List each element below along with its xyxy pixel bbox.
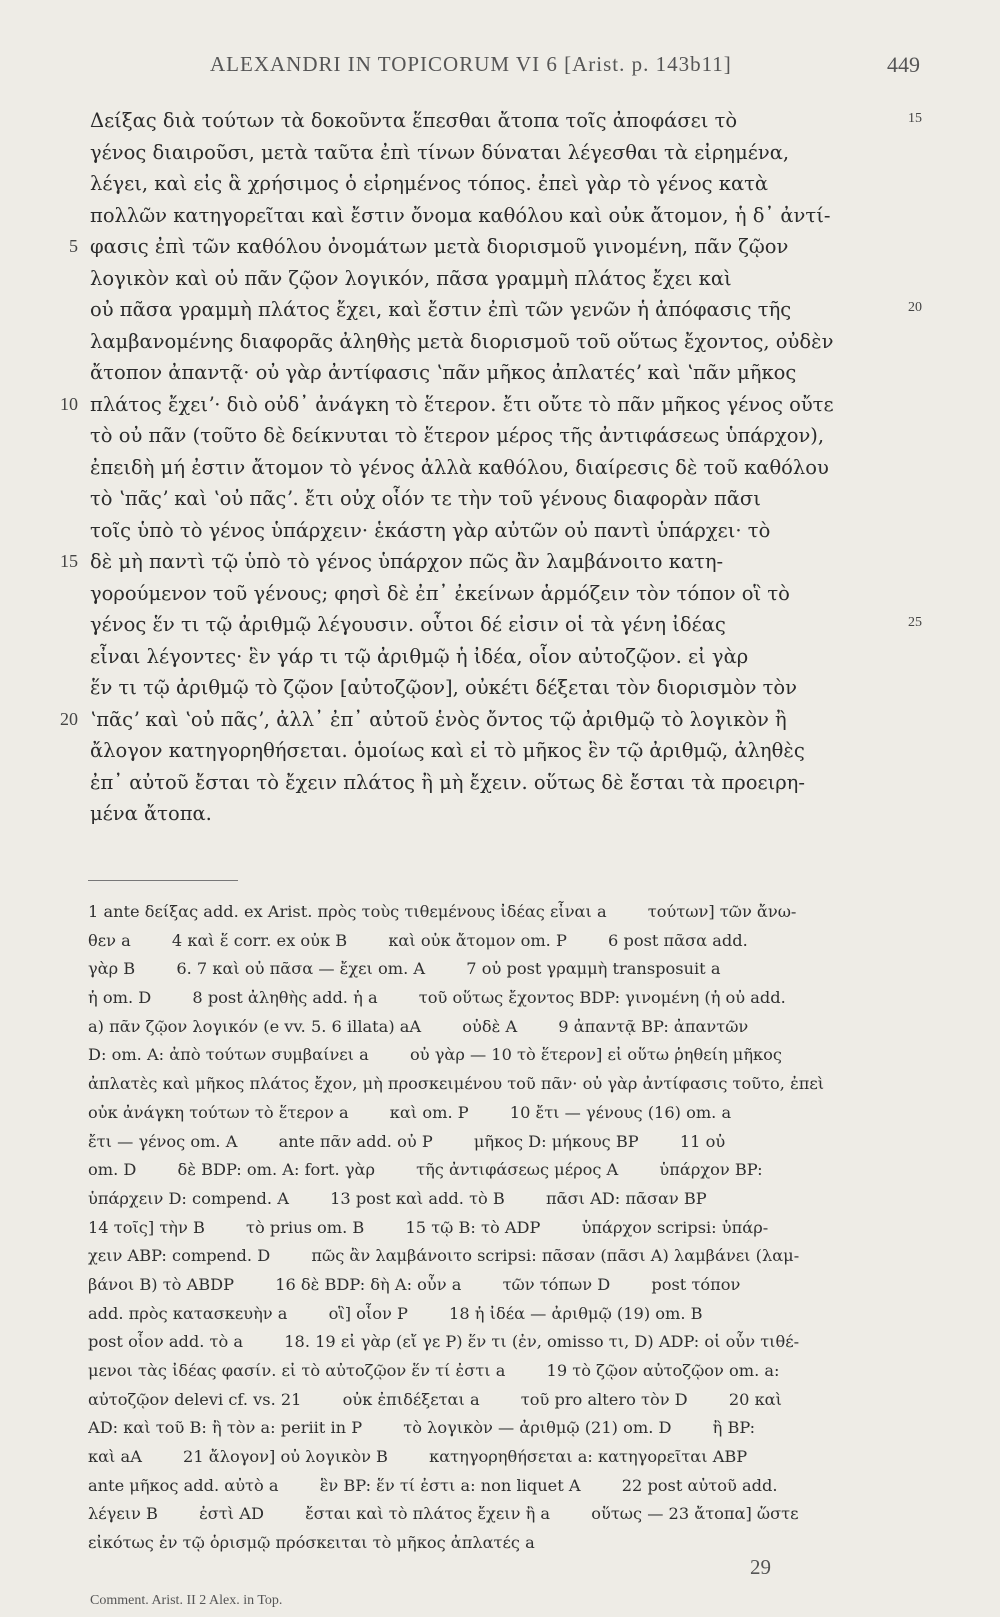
text-line <box>90 105 922 137</box>
text-line <box>90 672 890 704</box>
line-text: δὲ μὴ παντὶ τῷ ὑπὸ τὸ γένος ὑπάρχον πῶς ἂν λαμβάνοιτο κατη- <box>90 550 724 573</box>
line-text: ἕν τι τῷ ἀριθμῷ τὸ ζῷον [αὐτοζῷον], οὐκέτι δέξεται τὸν διορισμὸν τὸν <box>90 676 798 699</box>
apparatus-line: θεν a 4 καὶ ἕ corr. ex οὐκ B καὶ οὐκ ἄτομον om. P 6 post πᾶσα add. <box>88 930 748 950</box>
text-line <box>90 200 890 232</box>
apparatus-line: ὑπάρχειν D: compend. A 13 post καὶ add. τὸ B πᾶσι AD: πᾶσαν BP <box>88 1188 707 1208</box>
apparatus-line: D: om. A: ἀπὸ τούτων συμβαίνει a οὐ γὰρ — 10 τὸ ἕτερον] εἰ οὕτω ῥηθείη μῆκος <box>88 1045 782 1065</box>
apparatus-line: AD: καὶ τοῦ B: ἢ τὸν a: periit in P τὸ λογικὸν — ἀριθμῷ (21) om. D ἢ BP: <box>88 1418 756 1438</box>
text-line <box>90 641 890 673</box>
text-line <box>60 704 890 736</box>
apparatus-line: om. D δὲ BDP: om. A: fort. γὰρ τῆς ἀντιφάσεως μέρος A ὑπάρχον BP: <box>88 1160 763 1180</box>
line-text: φασις ἐπὶ τῶν καθόλου ὀνομάτων μετὰ διορισμοῦ γινομένη, πᾶν ζῷον <box>90 235 789 258</box>
line-text: Δείξας διὰ τούτων τὰ δοκοῦντα ἕπεσθαι ἄτοπα τοῖς ἀποφάσει τὸ <box>90 109 738 132</box>
line-number: 5 <box>69 236 78 256</box>
apparatus-line: χειν ABP: compend. D πῶς ἂν λαμβάνοιτο scripsi: πᾶσαν (πᾶσι A) λαμβάνει (λαμ- <box>88 1246 800 1266</box>
line-number: 15 <box>60 551 78 571</box>
text-line <box>90 263 890 295</box>
line-text: πλάτος ἔχειʼ· διὸ οὐδ᾽ ἀνάγκη τὸ ἕτερον. ἔτι οὔτε τὸ πᾶν μῆκος γένος οὔτε <box>90 392 834 416</box>
apparatus-line: 1 ante δείξας add. ex Arist. πρὸς τοὺς τιθεμένους ἰδέας εἶναι a τούτων] τῶν ἄνω- <box>88 902 797 921</box>
apparatus-line: οὐκ ἀνάγκη τούτων τὸ ἕτερον a καὶ om. P 10 ἔτι — γένους (16) om. a <box>88 1102 732 1122</box>
line-text: λέγει, καὶ εἰς ἃ χρήσιμος ὁ εἰρημένος τόπος. ἐπεὶ γὰρ τὸ γένος κατὰ <box>90 172 769 195</box>
apparatus-line: εἰκότως ἐν τῷ ὁρισμῷ πρόσκειται τὸ μῆκος ἀπλατές a <box>88 1533 535 1553</box>
apparatus-line: αὐτοζῷον delevi cf. vs. 21 οὐκ ἐπιδέξεται a τοῦ pro altero τὸν D 20 καὶ <box>88 1389 782 1409</box>
text-line <box>90 137 890 169</box>
source-line-number: 15 <box>908 111 922 126</box>
line-number: 10 <box>60 393 78 414</box>
apparatus-line: a) πᾶν ζῷον λογικόν (e vv. 5. 6 illata) aA οὐδὲ A 9 ἀπαντᾷ BP: ἀπαντῶν <box>88 1016 749 1036</box>
text-line <box>90 483 890 515</box>
line-text: εἶναι λέγοντες· ἓν γάρ τι τῷ ἀριθμῷ ἡ ἰδέα, οἷον αὐτοζῷον. εἰ γὰρ <box>90 644 749 668</box>
text-line <box>60 389 890 421</box>
apparatus-line: ἡ om. D 8 post ἀληθὴς add. ἡ a τοῦ οὕτως ἔχοντος BDP: γινομένη (ἡ οὐ add. <box>88 988 786 1008</box>
main-text-block <box>60 105 922 830</box>
text-line <box>90 578 890 610</box>
line-text: ἐπειδὴ μή ἐστιν ἄτομον τὸ γένος ἀλλὰ καθόλου, διαίρεσις δὲ τοῦ καθόλου <box>90 455 829 479</box>
apparatus-line: λέγειν B ἐστὶ AD ἔσται καὶ τὸ πλάτος ἔχειν ἢ a οὕτως — 23 ἄτοπα] ὥστε <box>88 1504 799 1524</box>
apparatus-line: ἔτι — γένος om. A ante πᾶν add. οὐ P μῆκος D: μήκους BP 11 οὐ <box>88 1131 726 1151</box>
line-text: τοῖς ὑπὸ τὸ γένος ὑπάρχειν· ἑκάστη γὰρ αὐτῶν οὐ παντὶ ὑπάρχει· τὸ <box>90 518 771 542</box>
apparatus-line: post οἷον add. τὸ a 18. 19 εἰ γὰρ (εἴ γε P) ἕν τι (ἐν, omisso τι, D) ADP: οἱ οὖν τιθέ- <box>88 1332 800 1352</box>
line-text: πολλῶν κατηγορεῖται καὶ ἔστιν ὄνομα καθόλου καὶ οὐκ ἄτομον, ἡ δ᾽ ἀντί- <box>90 203 831 227</box>
page-number: 449 <box>887 52 920 77</box>
signature-mark: 29 <box>750 1555 771 1579</box>
line-text: ἐπ᾽ αὐτοῦ ἔσται τὸ ἔχειν πλάτος ἢ μὴ ἔχειν. οὕτως δὲ ἔσται τὰ προειρη- <box>90 770 805 794</box>
source-line-number: 20 <box>908 300 922 315</box>
apparatus-line: καὶ aA 21 ἄλογον] οὐ λογικὸν B κατηγορηθήσεται a: κατηγορεῖται ABP <box>88 1447 748 1467</box>
footnote-divider <box>88 880 238 881</box>
text-line <box>90 420 890 452</box>
line-text: ἄτοπον ἀπαντᾷ· οὐ γὰρ ἀντίφασις ʽπᾶν μῆκος ἀπλατέςʼ καὶ ʽπᾶν μῆκος <box>90 361 797 384</box>
critical-apparatus <box>88 898 918 1558</box>
text-line <box>90 326 890 358</box>
text-line <box>90 609 922 641</box>
line-text: λογικὸν καὶ οὐ πᾶν ζῷον λογικόν, πᾶσα γραμμὴ πλάτος ἔχει καὶ <box>90 266 732 290</box>
line-number: 20 <box>60 708 78 729</box>
text-line <box>90 515 890 547</box>
apparatus-line: ante μῆκος add. αὐτὸ a ἓν BP: ἕν τί ἐστι a: non liquet A 22 post αὐτοῦ add. <box>88 1475 778 1495</box>
line-text: τὸ οὐ πᾶν (τοῦτο δὲ δείκνυται τὸ ἕτερον μέρος τῆς ἀντιφάσεως ὑπάρχον), <box>90 424 825 447</box>
apparatus-line: add. πρὸς κατασκευὴν a οἳ] οἷον P 18 ἡ ἰδέα — ἀριθμῷ (19) om. B <box>88 1303 703 1323</box>
line-text: μένα ἄτοπα. <box>90 802 212 825</box>
apparatus-line: 14 τοῖς] τὴν B τὸ prius om. B 15 τῷ B: τὸ ADP ὑπάρχον scripsi: ὑπάρ- <box>88 1217 769 1237</box>
page-header <box>210 52 920 92</box>
source-line-number: 25 <box>908 615 922 630</box>
text-line <box>90 735 890 767</box>
imprint: Comment. Arist. II 2 Alex. in Top. <box>90 1593 283 1608</box>
text-line <box>90 168 890 200</box>
apparatus-line: γὰρ B 6. 7 καὶ οὐ πᾶσα — ἔχει om. A 7 οὐ post γραμμὴ transposuit a <box>88 959 721 979</box>
line-text: ʽπᾶςʼ καὶ ʽοὐ πᾶςʼ, ἀλλ᾽ ἐπ᾽ αὐτοῦ ἑνὸς ὄντος τῷ ἀριθμῷ τὸ λογικὸν ἢ <box>90 707 787 731</box>
text-line <box>90 294 922 326</box>
page-footer <box>90 1555 910 1608</box>
apparatus-line: μενοι τὰς ἰδέας φασίν. εἰ τὸ αὐτοζῷον ἕν τί ἐστι a 19 τὸ ζῷον αὐτοζῷον om. a: <box>88 1361 780 1380</box>
text-line <box>90 452 890 484</box>
text-line <box>60 546 890 578</box>
apparatus-line: ἀπλατὲς καὶ μῆκος πλάτος ἔχον, μὴ προσκειμένου τοῦ πᾶν· οὐ γὰρ ἀντίφασις τοῦτο, ἐπεὶ <box>88 1074 825 1094</box>
line-text: γορούμενον τοῦ γένους; φησὶ δὲ ἐπ᾽ ἐκείνων ἁρμόζειν τὸν τόπον οἳ τὸ <box>90 581 790 605</box>
running-head: ALEXANDRI IN TOPICORUM VI 6 [Arist. p. 143b11] <box>210 52 732 76</box>
text-line <box>90 357 890 389</box>
text-line <box>90 767 890 799</box>
line-text: γένος διαιροῦσι, μετὰ ταῦτα ἐπὶ τίνων δύναται λέγεσθαι τὰ εἰρημένα, <box>90 140 790 164</box>
line-text: ἄλογον κατηγορηθήσεται. ὁμοίως καὶ εἰ τὸ μῆκος ἓν τῷ ἀριθμῷ, ἀληθὲς <box>90 739 805 762</box>
line-text: γένος ἕν τι τῷ ἀριθμῷ λέγουσιν. οὗτοι δέ εἰσιν οἱ τὰ γένη ἰδέας <box>90 613 726 636</box>
text-line <box>69 231 890 263</box>
line-text: τὸ ʽπᾶςʼ καὶ ʽοὐ πᾶςʼ. ἔτι οὐχ οἷόν τε τὴν τοῦ γένους διαφορὰν πᾶσι <box>90 487 761 510</box>
text-line <box>90 798 890 830</box>
apparatus-line: βάνοι B) τὸ ABDP 16 δὲ BDP: δὴ A: οὖν a τῶν τόπων D post τόπον <box>88 1274 741 1294</box>
line-text: λαμβανομένης διαφορᾶς ἀληθὴς μετὰ διορισμοῦ τοῦ οὕτως ἔχοντος, οὐδὲν <box>90 329 834 353</box>
line-text: οὐ πᾶσα γραμμὴ πλάτος ἔχει, καὶ ἔστιν ἐπὶ τῶν γενῶν ἡ ἀπόφασις τῆς <box>90 298 792 321</box>
